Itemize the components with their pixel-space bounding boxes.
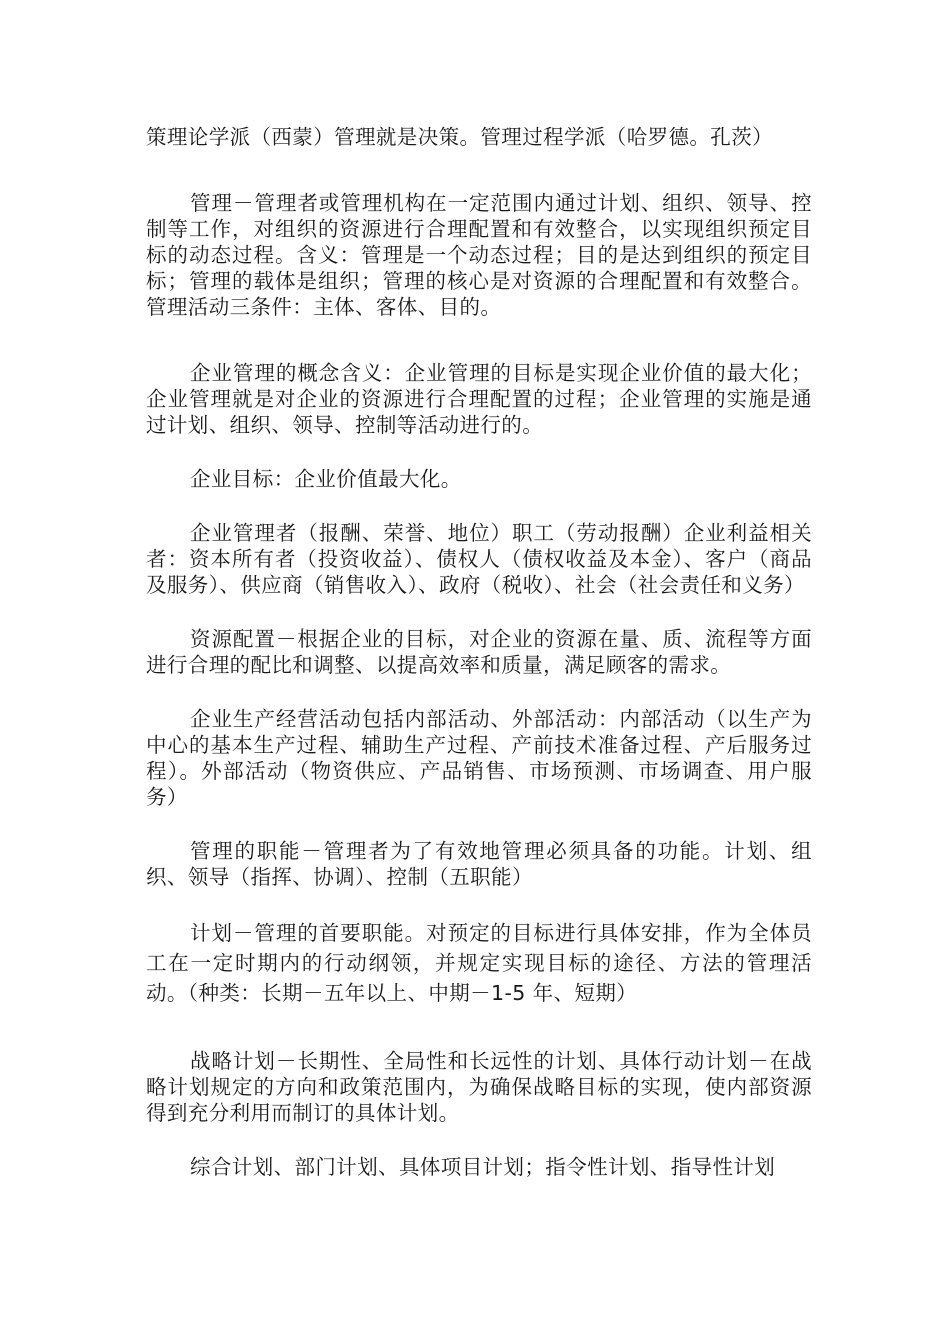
document-body <box>146 124 812 1180</box>
paragraph-management-definition: 管理－管理者或管理机构在一定范围内通过计划、组织、领导、控制等工作，对组织的资源进行合理配置和有效整合，以实现组织预定目标的动态过程。含义：管理是一个动态过程；目的是达到组织的预定目标；管理的载体是组织；管理的核心是对资源的合理配置和有效整合。管理活动三条件：主体、客体、目的。 <box>146 191 812 319</box>
paragraph-stakeholders: 企业管理者（报酬、荣誉、地位）职工（劳动报酬）企业利益相关者：资本所有者（投资收益）、债权人（债权收益及本金）、客户（商品及服务）、供应商（销售收入）、政府（税收）、社会（社会责任和义务） <box>146 521 812 597</box>
paragraph-enterprise-goal: 企业目标：企业价值最大化。 <box>190 467 462 491</box>
paragraph-management-functions: 管理的职能－管理者为了有效地管理必须具备的功能。计划、组织、领导（指挥、协调）、控制（五职能） <box>146 839 812 889</box>
paragraph-decision-school: 策理论学派（西蒙）管理就是决策。管理过程学派（哈罗德。孔茨） <box>146 125 773 149</box>
paragraph-planning: 计划－管理的首要职能。对预定的目标进行具体安排，作为全体员工在一定时期内的行动纲领，并规定实现目标的途径、方法的管理活动。（种类：长期－五年以上、中期－1-5 年、短期） <box>146 921 812 1005</box>
paragraph-business-activities: 企业生产经营活动包括内部活动、外部活动：内部活动（以生产为中心的基本生产过程、辅助生产过程、产前技术准备过程、产后服务过程）。外部活动（物资供应、产品销售、市场预测、市场调查、用户服务） <box>146 707 812 809</box>
paragraph-enterprise-management-concept: 企业管理的概念含义：企业管理的目标是实现企业价值的最大化；企业管理就是对企业的资源进行合理配置的过程；企业管理的实施是通过计划、组织、领导、控制等活动进行的。 <box>146 361 812 437</box>
paragraph-resource-allocation: 资源配置－根据企业的目标，对企业的资源在量、质、流程等方面进行合理的配比和调整、以提高效率和质量，满足顾客的需求。 <box>146 627 812 677</box>
paragraph-plan-types: 综合计划、部门计划、具体项目计划；指令性计划、指导性计划 <box>190 1155 776 1179</box>
paragraph-strategic-plan: 战略计划－长期性、全局性和长远性的计划、具体行动计划－在战略计划规定的方向和政策范围内，为确保战略目标的实现，使内部资源得到充分利用而制订的具体计划。 <box>146 1049 812 1125</box>
